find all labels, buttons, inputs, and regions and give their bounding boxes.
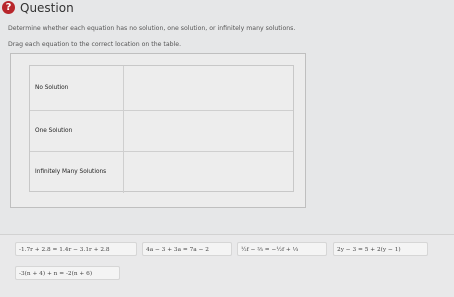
answer-panel bbox=[10, 53, 306, 208]
equation-chip[interactable]: ½f − ⅔ = −½f + ⅓ bbox=[237, 242, 327, 256]
equation-chip[interactable]: 4a − 3 + 3a = 7a − 2 bbox=[142, 242, 232, 256]
equation-bank bbox=[0, 234, 454, 297]
question-mark-icon: ? bbox=[2, 1, 15, 14]
drop-zone-no-solution[interactable] bbox=[123, 66, 293, 110]
drop-zone-infinitely-many[interactable] bbox=[123, 152, 293, 193]
solutions-table bbox=[29, 65, 294, 192]
drop-zone-one-solution[interactable] bbox=[123, 111, 293, 151]
question-title: Question bbox=[20, 1, 74, 15]
table-row-no-solution bbox=[30, 66, 293, 111]
row-label-one-solution: One Solution bbox=[35, 128, 73, 134]
equation-chip[interactable]: -3(n + 4) + n = -2(n + 6) bbox=[15, 266, 120, 280]
equation-chip[interactable]: -1.7r + 2.8 = 1.4r − 3.1r + 2.8 bbox=[15, 242, 137, 256]
row-label-infinitely-many: Infinitely Many Solutions bbox=[35, 169, 107, 175]
drag-instruction-text: Drag each equation to the correct location on the table. bbox=[8, 41, 182, 48]
table-row-one-solution bbox=[30, 111, 293, 152]
instruction-text: Determine whether each equation has no solution, one solution, or infinitely many solutions. bbox=[8, 25, 296, 32]
row-label-no-solution: No Solution bbox=[35, 85, 69, 91]
table-row-infinitely-many bbox=[30, 152, 293, 193]
question-header bbox=[0, 0, 454, 20]
equation-chip[interactable]: 2y − 3 = 5 + 2(y − 1) bbox=[333, 242, 428, 256]
